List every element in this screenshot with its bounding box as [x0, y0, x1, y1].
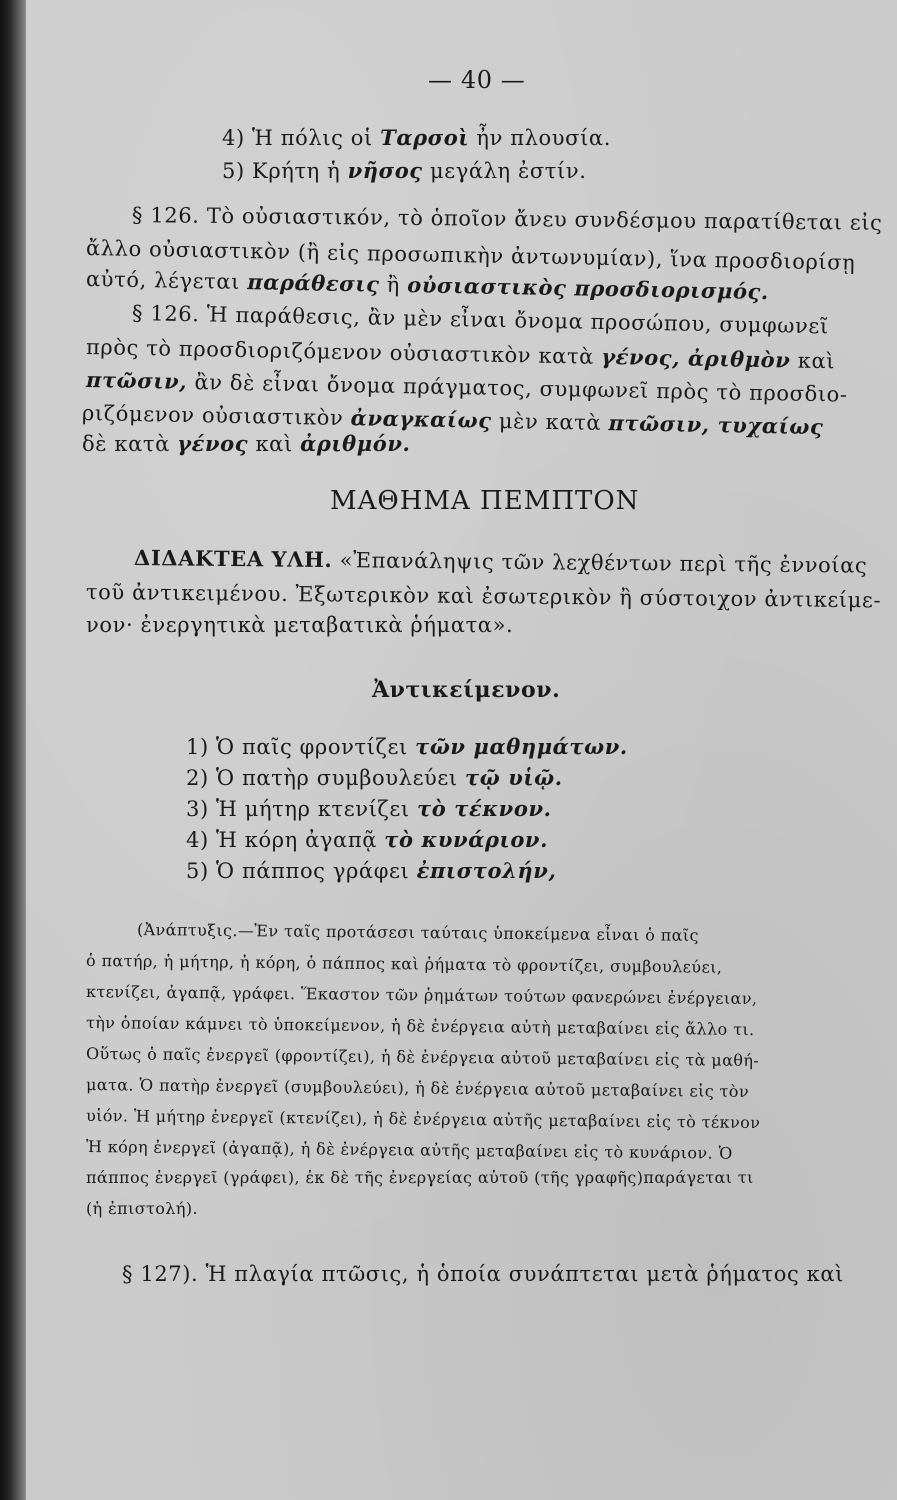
example-1: 1) Ὁ παῖς φροντίζει τῶν μαθημάτων.	[186, 734, 628, 759]
didaktea-line-3: νον· ἐνεργητικὰ μεταβατικὰ ῥήματα».	[86, 613, 514, 637]
paragraph-126-line-3: πτῶσιν, ἂν δὲ εἶναι ὄνομα πράγματος, συμφωνεῖ πρὸς τὸ προσδιο-	[85, 367, 848, 407]
example-4: 4) Ἡ κόρη ἀγαπᾷ τὸ κυνάριον.	[186, 827, 549, 852]
didaktea-line-2: τοῦ ἀντικειμένου. Ἐξωτερικὸν καὶ ἐσωτερικὸν ἢ σύστοιχον ἀντικείμε-	[85, 580, 882, 613]
example-3: 3) Ἡ μήτηρ κτενίζει τὸ τέκνον.	[186, 796, 552, 821]
paragraph-125-line-2: ἄλλο οὐσιαστικὸν (ἢ εἰς προσωπικὴν ἀντωνυμίαν), ἵνα προσδιορίσῃ	[85, 236, 856, 275]
analysis-line-1: (Ἀνάπτυξις.—Ἐν ταῖς προτάσεσι ταύταις ὑποκείμενα εἶναι ὁ παῖς	[136, 920, 700, 945]
analysis-line-9: πάππος ἐνεργεῖ (γράφει), ἐκ δὲ τῆς ἐνεργείας αὐτοῦ (τῆς γραφῆς)παράγεται τι	[86, 1168, 754, 1187]
analysis-line-2: ὁ πατήρ, ἡ μήτηρ, ἡ κόρη, ὁ πάππος καὶ ῥήματα τὸ φροντίζει, συμβουλεύει,	[85, 951, 723, 977]
analysis-line-8: Ἡ κόρη ἐνεργεῖ (ἀγαπᾷ), ἡ δὲ ἐνέργεια αὐτῆς μεταβαίνει εἰς τὸ κυνάριον. Ὁ	[85, 1137, 733, 1163]
example-5: 5) Ὁ πάππος γράφει ἐπιστολήν,	[186, 858, 557, 883]
analysis-line-10: (ἡ ἐπιστολή).	[86, 1199, 198, 1218]
section-subtitle: Ἀντικείμενον.	[372, 677, 561, 703]
paragraph-126-line-4: ριζόμενον οὐσιαστικὸν ἀναγκαίως μὲν κατὰ πτῶσιν, τυχαίως	[81, 401, 824, 440]
analysis-line-5: Οὕτως ὁ παῖς ἐνεργεῖ (φροντίζει), ἡ δὲ ἐνέργεια αὐτοῦ μεταβαίνει εἰς τὰ μαθή-	[85, 1044, 760, 1071]
analysis-line-6: ματα. Ὁ πατὴρ ἐνεργεῖ (συμβουλεύει), ἡ δὲ ἐνέργεια αὐτοῦ μεταβαίνει εἰς τὸν	[85, 1075, 750, 1101]
paragraph-126-line-2: πρὸς τὸ προσδιοριζόμενον οὐσιαστικὸν κατὰ γένος, ἀριθμὸν καὶ	[85, 335, 836, 374]
example-2: 2) Ὁ πατὴρ συμβουλεύει τῷ υἱῷ.	[186, 765, 563, 790]
paragraph-127-line-1: § 127). Ἡ πλαγία πτῶσις, ἡ ὁποία συνάπτεται μετὰ ῥήματος καὶ	[122, 1262, 844, 1286]
analysis-line-7: υἱόν. Ἡ μήτηρ ἐνεργεῖ (κτενίζει), ἡ δὲ ἐνέργεια αὐτῆς μεταβαίνει εἰς τὸ τέκνον	[85, 1106, 761, 1133]
analysis-line-3: κτενίζει, ἀγαπᾷ, γράφει. Ἕκαστον τῶν ῥημάτων τούτων φανερώνει ἐνέργειαν,	[85, 982, 758, 1009]
example-top-5: 5) Κρήτη ἡ νῆσος μεγάλη ἐστίν.	[222, 158, 587, 183]
paragraph-125-line-1: § 126. Τὸ οὐσιαστικόν, τὸ ὁποῖον ἄνευ συνδέσμου παρατίθεται εἰς	[131, 203, 883, 235]
paragraph-126-line-5: δὲ κατὰ γένος καὶ ἀριθμόν.	[82, 431, 411, 456]
page-number: — 40 —	[428, 66, 526, 94]
example-top-4: 4) Ἡ πόλις οἱ Ταρσοὶ ἦν πλουσία.	[222, 125, 611, 150]
didaktea-line-1: ΔΙΔΑΚΤΕΑ ΥΛΗ. «Ἐπανάληψις τῶν λεχθέντων περὶ τῆς ἐννοίας	[133, 545, 868, 578]
paragraph-125-line-3: αὐτό, λέγεται παράθεσις ἢ οὐσιαστικὸς προσδιορισμός.	[85, 267, 770, 305]
analysis-line-4: τὴν ὁποίαν κάμνει τὸ ὑποκείμενον, ἡ δὲ ἐνέργεια αὐτὴ μεταβαίνει εἰς ἄλλο τι.	[85, 1013, 755, 1040]
scan-edge	[0, 0, 26, 1500]
paragraph-126-line-1: § 126. Ἡ παράθεσις, ἂν μὲν εἶναι ὄνομα προσώπου, συμφωνεῖ	[131, 301, 829, 339]
lesson-title: ΜΑΘΗΜΑ ΠΕΜΠΤΟΝ	[330, 486, 640, 516]
